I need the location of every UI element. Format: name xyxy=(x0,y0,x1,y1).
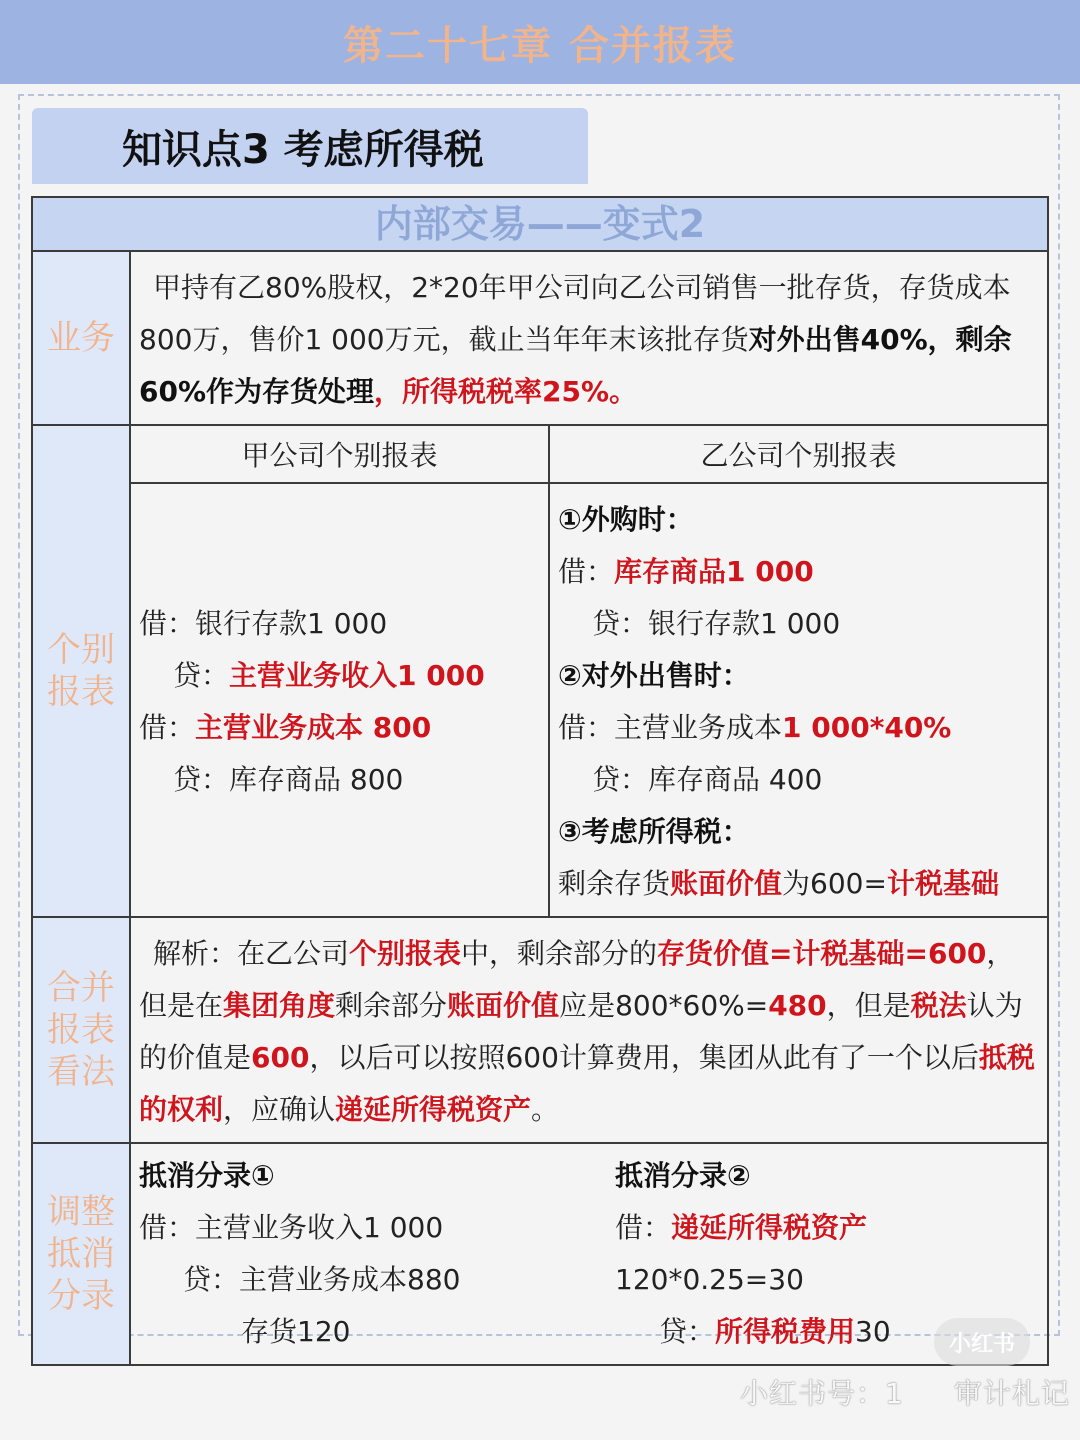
jia-line-2: 贷：主营业务收入1 000 xyxy=(173,659,485,692)
jia-entries xyxy=(130,483,549,917)
row-label-individual: 个别报表 xyxy=(47,630,115,712)
row-label-consolidated: 合并报表看法 xyxy=(47,968,115,1092)
row-label-business-cell xyxy=(32,251,130,425)
chapter-title: 第二十七章 合并报表 xyxy=(343,22,737,69)
jia-line-4: 贷：库存商品 800 xyxy=(173,763,404,796)
yi-entries xyxy=(549,483,1048,917)
account-name: 审计札记 xyxy=(953,1377,1070,1410)
yi-line-3: 借：主营业务成本1 000*40% xyxy=(558,711,952,744)
consolidated-analysis: 解析：在乙公司个别报表中，剩余部分的存货价值=计税基础=600，但是在集团角度剩余部分账面价值应是800*60%=480，但是税法认为的价值是600，以后可以按照600计算费用，集团从此有了一个以后抵税的权利，应确认递延所得税资产。 xyxy=(130,917,1048,1143)
yi-header: 乙公司个别报表 xyxy=(549,425,1048,483)
row-label-consolidated-cell xyxy=(32,917,130,1143)
table-title: 内部交易——变式2 xyxy=(374,202,706,246)
watermark: 小红书号：1 审计札记 xyxy=(740,1377,1070,1410)
yi-line-1: 借：库存商品1 000 xyxy=(558,555,814,588)
row-label-business: 业务 xyxy=(47,318,115,358)
row-label-individual-cell xyxy=(32,425,130,917)
row-label-adjustment-cell xyxy=(32,1143,130,1365)
yi-line-5: 剩余存货账面价值为600=计税基础 xyxy=(558,867,999,900)
yi-heading-1: ①外购时： xyxy=(558,503,694,536)
business-text: 甲持有乙80%股权，2*20年甲公司向乙公司销售一批存货，存货成本800万，售价1 000万元，截止当年年末该批存货对外出售40%，剩余60%作为存货处理，所得税税率25%。 xyxy=(130,251,1048,425)
xiaohongshu-logo: 小红书 xyxy=(934,1318,1030,1366)
knowledge-point-title: 知识点3 考虑所得税 xyxy=(122,126,484,173)
elimination-entry-1: 抵消分录① 借：主营业务收入1 000 贷：主营业务成本880 存货120 xyxy=(139,1159,461,1348)
knowledge-table xyxy=(31,196,1049,1366)
jia-header: 甲公司个别报表 xyxy=(130,425,549,483)
jia-line-3: 借：主营业务成本 800 xyxy=(139,711,432,744)
table-title-cell xyxy=(32,197,1048,251)
row-label-adjustment: 调整抵消分录 xyxy=(47,1192,115,1316)
yi-heading-2: ②对外出售时： xyxy=(558,659,750,692)
elimination-entries xyxy=(130,1143,1048,1365)
chapter-header xyxy=(0,0,1080,84)
yi-heading-3: ③考虑所得税： xyxy=(558,815,750,848)
yi-line-2: 贷：银行存款1 000 xyxy=(592,607,841,640)
yi-line-4: 贷：库存商品 400 xyxy=(592,763,823,796)
elimination-entry-2: 抵消分录② 借：递延所得税资产 120*0.25=30 贷：所得税费用30 xyxy=(615,1159,891,1348)
jia-line-1: 借：银行存款1 000 xyxy=(139,607,388,640)
knowledge-point-tab xyxy=(32,108,588,184)
